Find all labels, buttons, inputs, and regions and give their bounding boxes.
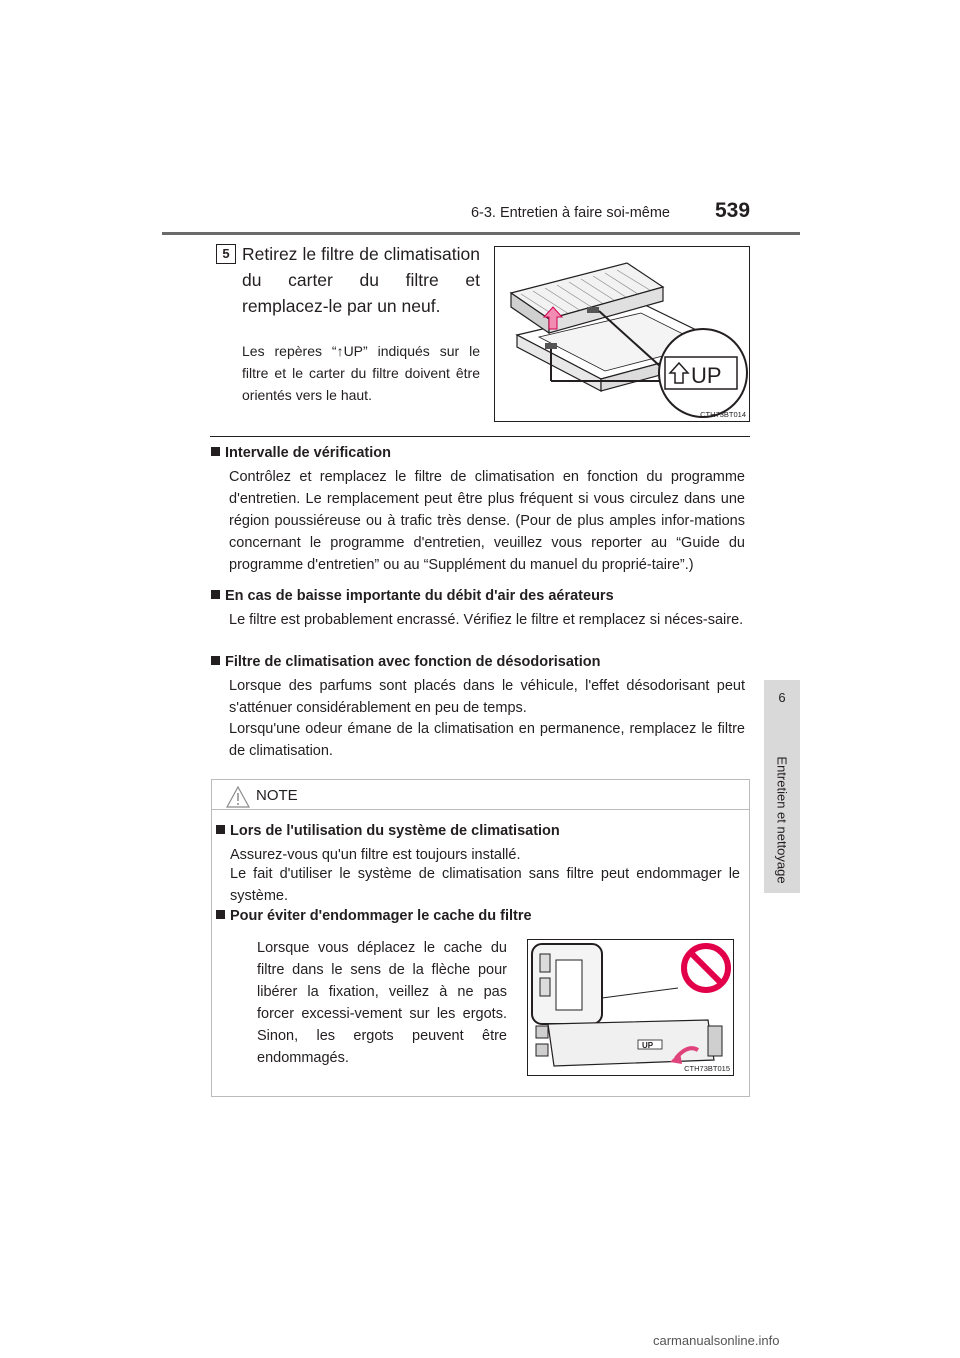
bullet-square-icon [211, 447, 220, 456]
bullet-square-icon [211, 656, 220, 665]
chapter-number: 6 [778, 690, 786, 705]
figure-code: CTH73BT015 [684, 1064, 730, 1073]
step-note: Les repères “↑UP” indiqués sur le filtre et le carter du filtre doivent être orientés vers le haut. [242, 343, 480, 403]
filter-cover-illustration [528, 940, 733, 1075]
chapter-title: Entretien et nettoyage [774, 756, 790, 884]
section-paragraph: Contrôlez et remplacez le filtre de climatisation en fonction du programme d'entretien. Le remplacement peut être plus fréquent si vous circulez dans une région poussiéreuse ou à trafic très dense. (Pour de plus amples infor-mations concernant le programme d'entretien, veuillez vous reporter au “Guide du programme d'entretien” ou au “Supplément du manuel du proprié-taire”.) [229, 469, 745, 573]
filter-replacement-figure [494, 246, 750, 422]
note-line: Le fait d'utiliser le système de climatisation sans filtre peut endommager le système. [230, 866, 740, 904]
up-label-small: UP [642, 1041, 654, 1050]
step-number-badge: 5 [216, 244, 236, 264]
note-item-heading: Lors de l'utilisation du système de climatisation [216, 823, 560, 839]
figure-code: CTH73BT014 [700, 410, 746, 419]
warning-triangle-icon [226, 786, 250, 808]
note-line: Assurez-vous qu'un filtre est toujours installé. [230, 847, 521, 863]
separator [210, 436, 750, 437]
note-item-text: Lorsque vous déplacez le cache du filtre dans le sens de la flèche pour libérer la fixation, veillez à ne pas forcer excessi-vement sur les ergots. Sinon, les ergots peuvent être endommagés. [257, 940, 507, 1066]
bullet-square-icon [211, 590, 220, 599]
watermark: carmanualsonline.info [653, 1333, 780, 1348]
page-number: 539 [715, 199, 751, 222]
filter-illustration [495, 247, 749, 421]
section-heading: En cas de baisse importante du débit d'air des aérateurs [211, 588, 614, 604]
section-heading: Intervalle de vérification [211, 445, 391, 461]
section-title: 6-3. Entretien à faire soi-même [470, 205, 670, 221]
note-item-heading: Pour éviter d'endommager le cache du filtre [216, 908, 532, 924]
step-instruction: Retirez le filtre de climatisation du carter du filtre et remplacez-le par un neuf. [242, 244, 480, 316]
note-title: NOTE [256, 787, 298, 804]
section-paragraph: Lorsque des parfums sont placés dans le véhicule, l'effet désodorisant peut s'atténuer considérablement en peu de temps. [229, 678, 745, 716]
prohibited-icon [684, 946, 728, 990]
section-paragraph: Le filtre est probablement encrassé. Vérifiez le filtre et remplacez si néces-saire. [229, 612, 744, 628]
bullet-square-icon [216, 910, 225, 919]
bullet-square-icon [216, 825, 225, 834]
up-label: UP [691, 363, 722, 388]
section-heading: Filtre de climatisation avec fonction de désodorisation [211, 654, 600, 670]
header-rule [162, 232, 800, 235]
filter-cover-figure [527, 939, 734, 1076]
section-paragraph: Lorsqu'une odeur émane de la climatisation en permanence, remplacez le filtre de climatisation. [229, 721, 745, 759]
